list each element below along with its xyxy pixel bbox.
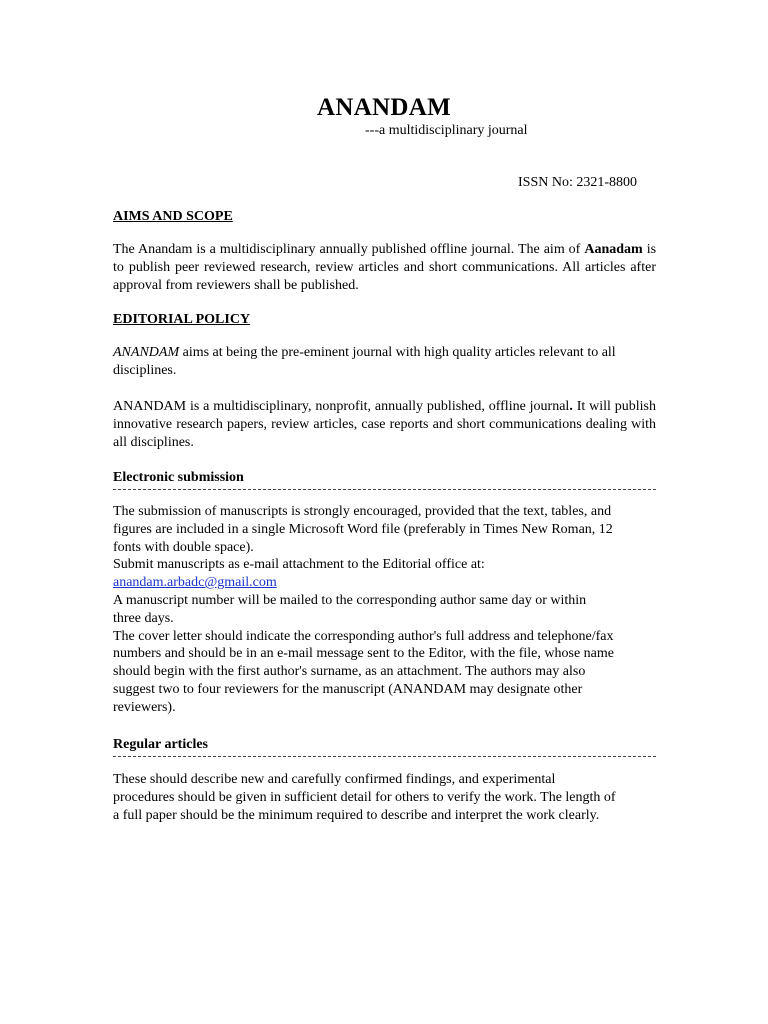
editorial-text-2-bold: . — [569, 399, 573, 414]
issn-number: ISSN No: 2321-8800 — [518, 175, 638, 190]
electronic-line: numbers and should be in an e-mail message sent to the Editor, with the file, whose name — [113, 646, 614, 662]
electronic-line: The submission of manuscripts is strongly encouraged, provided that the text, tables, and — [113, 504, 612, 519]
regular-line: These should describe new and carefully confirmed findings, and experimental — [113, 772, 556, 787]
electronic-line: suggest two to four reviewers for the manuscript (ANANDAM may designate other — [113, 681, 583, 697]
electronic-line: fonts with double space). — [113, 539, 254, 555]
email-link[interactable]: anandam.arbadc@gmail.com — [113, 575, 277, 591]
electronic-line: three days. — [113, 610, 174, 626]
editorial-text-2b: It will publish innovative research papers, review articles, case reports and short communications dealing with all disciplines. — [113, 399, 656, 450]
electronic-body — [113, 503, 656, 717]
aims-section — [113, 208, 656, 226]
electronic-line: figures are included in a single Microsoft Word file (preferably in Times New Roman, 12 — [113, 521, 613, 537]
editorial-paragraph-1 — [113, 344, 656, 380]
regular-divider — [113, 756, 656, 757]
regular-line: procedures should be given in sufficient detail for others to verify the work. The length of — [113, 789, 616, 805]
aims-text-start: The Anandam is a multidisciplinary annually published offline journal. The aim of — [113, 242, 581, 257]
aims-text-end: is to publish peer reviewed research, review articles and short communications. All articles after approval from reviewers shall be published. — [113, 242, 657, 293]
regular-heading: Regular articles — [113, 737, 208, 752]
electronic-line: A manuscript number will be mailed to the corresponding author same day or within — [113, 592, 587, 608]
editorial-journal-name: ANANDAM — [113, 345, 180, 360]
editorial-text-1: aims at being the pre-eminent journal with high quality articles relevant to all disciplines. — [113, 345, 616, 378]
editorial-text-2a: ANANDAM is a multidisciplinary, nonprofit, annually published, offline journal — [113, 399, 570, 414]
electronic-line: should begin with the first author's surname, as an attachment. The authors may also — [113, 664, 586, 680]
aims-heading: AIMS AND SCOPE — [113, 209, 233, 224]
regular-line: a full paper should be the minimum required to describe and interpret the work clearly. — [113, 807, 600, 823]
electronic-section — [113, 469, 656, 490]
editorial-heading: EDITORIAL POLICY — [113, 312, 251, 327]
editorial-section — [113, 311, 656, 329]
electronic-divider — [113, 489, 656, 490]
electronic-line: reviewers). — [113, 699, 176, 715]
aims-paragraph — [113, 241, 656, 294]
editorial-paragraph-2 — [113, 398, 656, 451]
journal-title: ANANDAM — [316, 94, 452, 121]
electronic-line: The cover letter should indicate the corresponding author's full address and telephone/fax — [113, 628, 614, 644]
regular-section — [113, 736, 656, 757]
electronic-line: Submit manuscripts as e-mail attachment to the Editorial office at: — [113, 557, 485, 573]
journal-subtitle: ---a multidisciplinary journal — [365, 123, 528, 138]
aims-journal-name: Aanadam — [584, 242, 643, 257]
regular-body — [113, 771, 656, 824]
electronic-heading: Electronic submission — [113, 470, 244, 485]
